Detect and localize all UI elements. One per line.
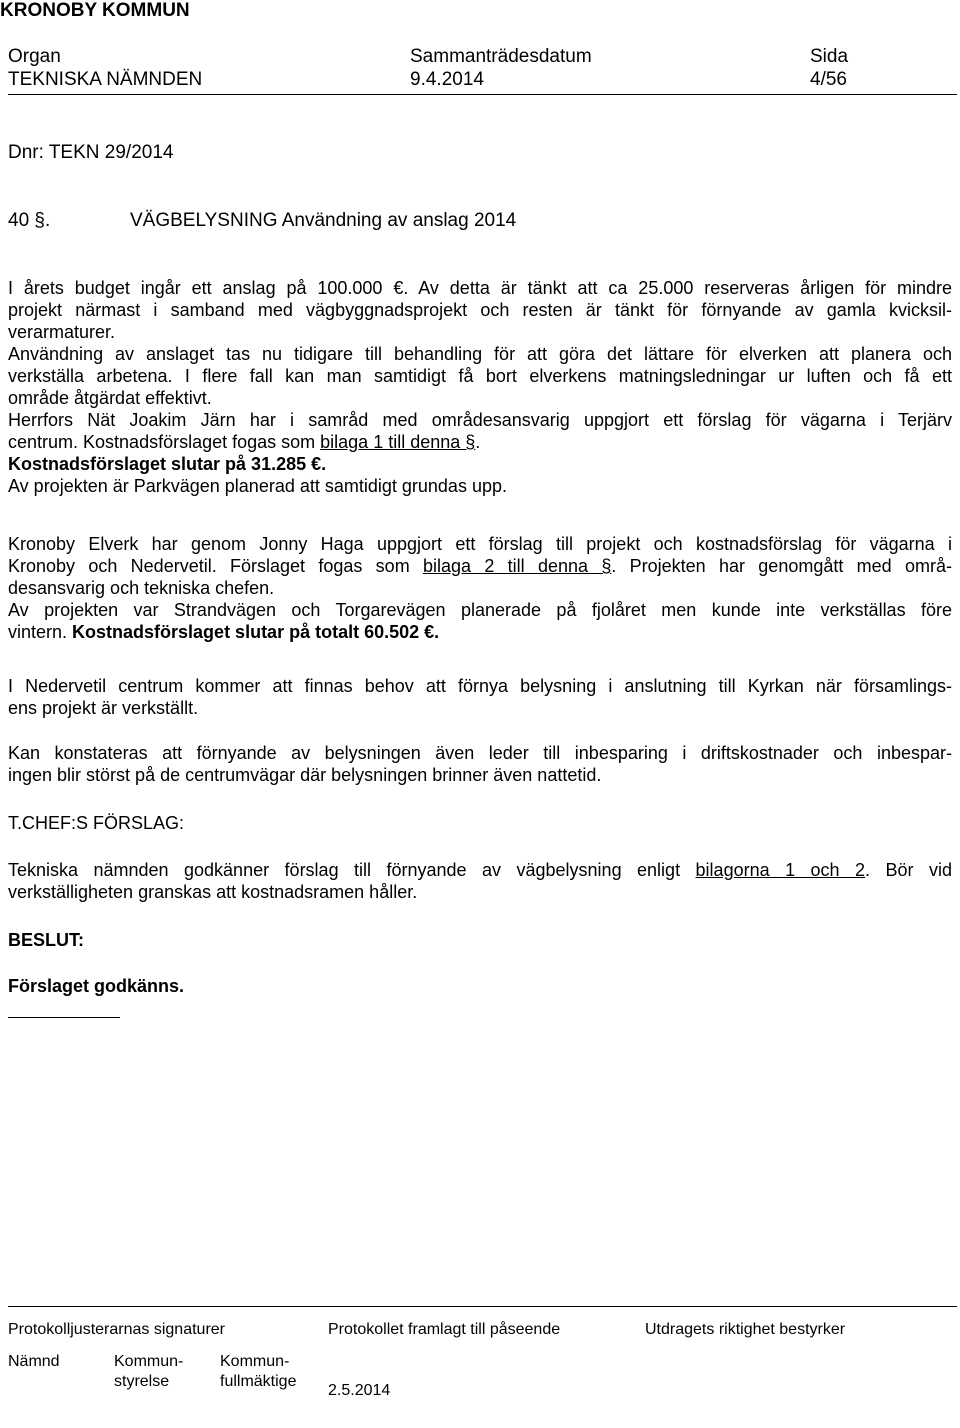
label-line: Kommun- [114,1353,184,1370]
text-line: ingen blir störst på de centrumvägar där belysningen brinner även nattetid. [8,765,602,785]
body-paragraph-kronoby-elverk [8,533,952,643]
attachments-reference: bilagorna 1 och 2 [695,860,866,880]
decision-text: Förslaget godkänns. [8,976,185,996]
text-line: Användning av anslaget tas nu tidigare till behandling för att göra det lättare för elverken att planera och [8,344,952,364]
footer-verified-heading: Utdragets riktighet bestyrker [645,1321,846,1338]
label-line: Kommun- [220,1353,290,1370]
text-line [8,555,952,577]
text-line: område åtgärdat effektivt. [8,388,212,408]
text-line [8,431,952,453]
text-fragment: Kronoby och Nedervetil. Förslaget fogas som [8,556,423,576]
organ-label: Organ [8,46,61,67]
proposal-heading: T.CHEF:S FÖRSLAG: [8,813,185,833]
body-paragraph-budget [8,277,952,497]
page-number: 4/56 [810,69,847,90]
organ-value: TEKNISKA NÄMNDEN [8,69,203,90]
end-rule [8,1017,120,1018]
cost-estimate-total: Kostnadsförslaget slutar på totalt 60.502 €. [72,622,440,642]
text-line: desansvarig och tekniska chefen. [8,578,275,598]
section-number: 40 §. [8,210,51,231]
meeting-date-label: Sammanträdesdatum [410,46,592,67]
text-line: Kronoby Elverk har genom Jonny Haga uppgjort ett förslag till projekt och kostnadsförslag för vägarna i [8,534,952,554]
text-fragment: Tekniska nämnden godkänner förslag till förnyande av vägbelysning enligt [8,860,696,880]
text-line [8,859,952,881]
text-line: verkställa arbetena. I flere fall kan man samtidigt få bort elverkens matningsledningar ur luften och få ett [8,366,952,386]
text-line: Av projekten är Parkvägen planerad att samtidigt grundas upp. [8,476,507,496]
text-line: verarmaturer. [8,322,116,342]
footer-kommunstyrelse-label [114,1352,183,1392]
text-fragment: vintern. [8,622,73,642]
text-line: projekt närmast i samband med vägbyggnadsprojekt och resten är tänkt för förnyande av gamla kvicksil- [8,300,952,320]
meeting-date-value: 9.4.2014 [410,69,484,90]
footer-posted-heading: Protokollet framlagt till påseende [328,1321,561,1338]
attachment-1-reference: bilaga 1 till denna § [320,432,476,452]
cost-estimate-terjarv: Kostnadsförslaget slutar på 31.285 €. [8,454,327,474]
text-line: Av projekten var Strandvägen och Torgarevägen planerade på fjolåret men kunde inte verkställas före [8,600,952,620]
label-line: styrelse [114,1373,170,1390]
body-paragraph-savings [8,742,952,786]
text-line: ens projekt är verkställt. [8,698,199,718]
text-line: Herrfors Nät Joakim Järn har i samråd med områdesansvarig uppgjort ett förslag för vägarna i Terjärv [8,410,952,430]
page-label: Sida [810,46,849,67]
organization-name: KRONOBY KOMMUN [0,0,190,21]
label-line: fullmäktige [220,1373,297,1390]
section-title: VÄGBELYSNING Användning av anslag 2014 [130,210,517,231]
text-fragment: . [475,432,481,452]
case-number: Dnr: TEKN 29/2014 [8,142,174,163]
body-paragraph-nedervetil [8,675,952,719]
text-line: verkställigheten granskas att kostnadsramen håller. [8,882,418,902]
text-line: I årets budget ingår ett anslag på 100.000 €. Av detta är tänkt att ca 25.000 reserveras årligen för mindre [8,278,952,298]
footer-signatures-heading: Protokolljusterarnas signaturer [8,1321,225,1338]
header-divider [8,94,957,95]
footer-divider [8,1306,957,1307]
text-line [8,621,952,643]
text-line: I Nedervetil centrum kommer att finnas behov att förnya belysning i anslutning till Kyrkan när församlings- [8,676,952,696]
text-fragment: . Projekten har genomgått med områ- [611,556,952,576]
text-fragment: . Bör vid [865,860,952,880]
attachment-2-reference: bilaga 2 till denna § [423,556,612,576]
footer-kommunfullmaktige-label [220,1352,296,1392]
text-line: Kan konstateras att förnyande av belysningen även leder till inbesparing i driftskostnader och inbespar- [8,743,952,763]
footer-posted-date: 2.5.2014 [328,1382,391,1399]
footer-namnd-label: Nämnd [8,1353,60,1370]
text-fragment: centrum. Kostnadsförslaget fogas som [8,432,321,452]
decision-heading: BESLUT: [8,930,84,950]
proposal-text [8,859,952,903]
